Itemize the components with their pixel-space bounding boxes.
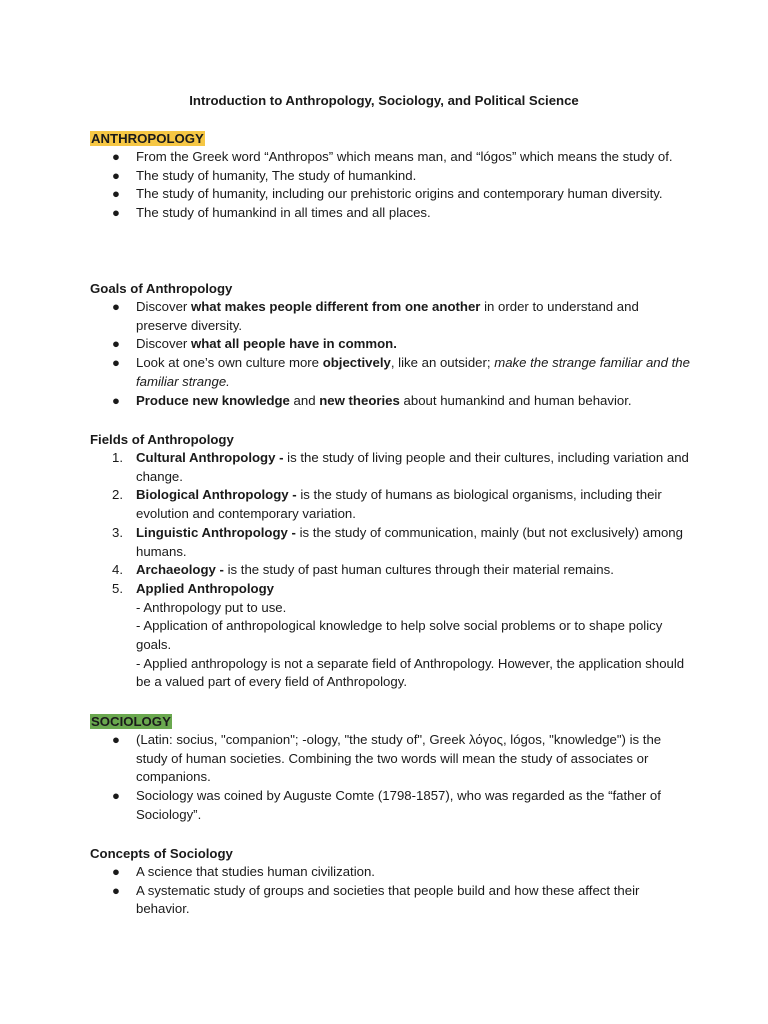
list-item: ● Produce new knowledge and new theories about humankind and human behavior. <box>90 392 690 411</box>
fields-heading: Fields of Anthropology <box>90 432 234 447</box>
list-item: ● The study of humanity, The study of humankind. <box>90 167 690 186</box>
goals-heading: Goals of Anthropology <box>90 281 233 296</box>
anthropology-list <box>90 148 690 223</box>
concepts-list <box>90 863 690 919</box>
list-item: ● Look at one’s own culture more objectively, like an outsider; make the strange familiar and the familiar strange. <box>112 355 690 389</box>
list-item: 5. Applied Anthropology - Anthropology put to use. - Application of anthropological knowledge to help solve social problems or to shape policy goals. - Applied anthropology is not a separate field of Anthropology. However, the application should be a valued part of every field of Anthropology. <box>90 580 690 692</box>
list-item: ● (Latin: socius, "companion"; -ology, "the study of", Greek λόγος, lógos, "knowledge") is the study of human societies. Combining the two words will mean the study of associates or companions. <box>112 732 662 785</box>
bullet-icon: ● <box>112 149 120 164</box>
concepts-section <box>90 844 690 919</box>
page-title: Introduction to Anthropology, Sociology, and Political Science <box>189 93 579 108</box>
bullet-icon: ● <box>112 882 120 898</box>
sociology-list <box>90 731 690 825</box>
list-item: ● From the Greek word “Anthropos” which means man, and “lógos” which means the study of. <box>90 148 690 167</box>
anthropology-section <box>90 129 690 223</box>
bullet-icon: ● <box>112 299 120 314</box>
list-item: ● The study of humanity, including our prehistoric origins and contemporary human diversity. <box>90 185 690 204</box>
anthropology-heading: ANTHROPOLOGY <box>91 131 204 146</box>
bullet-icon: ● <box>112 732 120 747</box>
sociology-heading: SOCIOLOGY <box>91 714 171 729</box>
bullet-icon: ● <box>112 167 120 183</box>
bullet-icon: ● <box>112 186 120 202</box>
fields-list <box>90 449 690 692</box>
applied-line: - Application of anthropological knowledge to help solve social problems or to shape policy goals. <box>136 618 663 653</box>
bullet-icon: ● <box>112 355 120 371</box>
sociology-section <box>90 712 690 825</box>
bullet-icon: ● <box>112 864 120 879</box>
list-item: ● A science that studies human civilization. <box>90 863 690 882</box>
list-item: ● A systematic study of groups and societies that people build and how these affect their behavior. <box>112 882 640 917</box>
applied-line: - Applied anthropology is not a separate field of Anthropology. However, the application should be a valued part of every field of Anthropology. <box>136 655 685 690</box>
bullet-icon: ● <box>112 788 120 804</box>
list-item: ● Discover what makes people different from one another in order to understand and preserve diversity. <box>112 299 639 333</box>
bullet-icon: ● <box>112 392 120 408</box>
list-item: 4. Archaeology - is the study of past human cultures through their material remains. <box>112 562 614 578</box>
list-item: ● Discover what all people have in common. <box>90 335 690 354</box>
list-item: 1. Cultural Anthropology - is the study of living people and their cultures, including variation and change. <box>112 450 689 484</box>
applied-line: - Anthropology put to use. <box>136 599 287 615</box>
fields-section <box>90 430 690 692</box>
goals-list <box>90 298 690 410</box>
goals-section <box>90 279 690 410</box>
list-item: 3. Linguistic Anthropology - is the study of communication, mainly (but not exclusively) among humans. <box>112 524 683 559</box>
list-item: 2. Biological Anthropology - is the study of humans as biological organisms, including their evolution and contemporary variation. <box>112 487 662 522</box>
bullet-icon: ● <box>112 336 120 352</box>
list-item: ● The study of humankind in all times and all places. <box>90 204 690 223</box>
concepts-heading: Concepts of Sociology <box>90 846 233 861</box>
list-item: ● Sociology was coined by Auguste Comte (1798-1857), who was regarded as the “father of Sociology”. <box>112 788 661 822</box>
bullet-icon: ● <box>112 205 120 221</box>
